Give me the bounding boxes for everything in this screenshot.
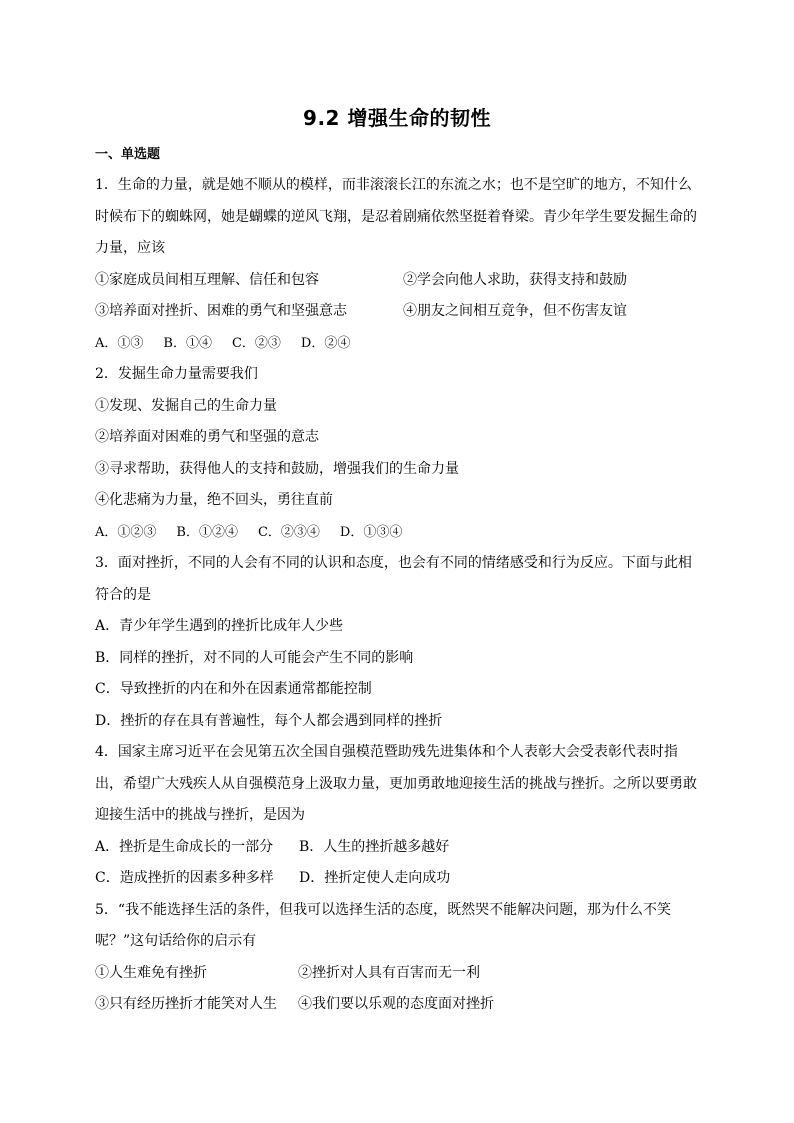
option-d: D．①③④ (339, 524, 403, 540)
option-c: C．导致挫折的内在和外在因素通常都能控制 (95, 681, 372, 697)
option-a: A．青少年学生遇到的挫折比成年人少些 (95, 618, 344, 634)
question-stem: 2．发掘生命力量需要我们 (95, 366, 258, 382)
question-4 (95, 737, 705, 895)
option-row (95, 863, 705, 895)
question-stem: 3．面对挫折，不同的人会有不同的认识和态度，也会有不同的情绪感受和行为反应。下面与此相符合的是 (95, 555, 692, 603)
statement: ①发现、发掘自己的生命力量 (95, 397, 277, 414)
statement-row (95, 958, 705, 990)
statement: ④我们要以乐观的态度面对挫折 (298, 996, 494, 1012)
question-5 (95, 895, 705, 1021)
option-a: A．①②③ (95, 524, 157, 540)
statement-row (95, 989, 705, 1021)
option-b: B．人生的挫折越多越好 (299, 838, 450, 855)
statement: ③只有经历挫折才能笑对人生 (95, 996, 277, 1012)
statement: ②挫折对人具有百害而无一利 (298, 964, 480, 981)
option-d: D．②④ (300, 335, 351, 351)
question-2 (95, 359, 705, 548)
statement: ④朋友之间相互竞争，但不伤害友谊 (403, 303, 627, 319)
option-row (95, 832, 705, 864)
page-title: 9.2 增强生命的韧性 (303, 106, 491, 130)
statement: ③培养面对挫折、困难的勇气和坚强意志 (95, 303, 347, 319)
option-d: D．挫折的存在具有普遍性，每个人都会遇到同样的挫折 (95, 712, 443, 729)
option-c: C．②③④ (257, 524, 320, 540)
option-c: C．②③ (231, 335, 281, 351)
section-heading: 一、单选题 (95, 147, 161, 162)
statement: ①家庭成员间相互理解、信任和包容 (95, 271, 319, 288)
statement: ②学会向他人求助，获得支持和鼓励 (403, 271, 627, 288)
option-d: D．挫折定使人走向成功 (299, 870, 451, 886)
statement: ①人生难免有挫折 (95, 964, 207, 981)
question-stem: 1．生命的力量，就是她不顺从的模样，而非滚滚长江的东流之水；也不是空旷的地方，不知什么时候布下的蜘蛛网，她是蝴蝶的逆风飞翔，是忍着剧痛依然坚挺着脊梁。青少年学生要发掘生命的力量，应该 (95, 177, 697, 256)
answer-options (95, 517, 705, 549)
question-3 (95, 548, 705, 737)
question-list (95, 170, 705, 1021)
statement-row (95, 265, 705, 297)
answer-options (95, 328, 705, 360)
option-c: C．造成挫折的因素多种多样 (95, 870, 274, 886)
statement: ③寻求帮助，获得他人的支持和鼓励，增强我们的生命力量 (95, 460, 459, 477)
question-1 (95, 170, 705, 359)
option-a: A．挫折是生命成长的一部分 (95, 838, 274, 855)
question-stem: 4．国家主席习近平在会见第五次全国自强模范暨助残先进集体和个人表彰大会受表彰代表时指出，希望广大残疾人从自强模范身上汲取力量，更加勇敢地迎接生活的挑战与挫折。之所以要勇敢迎接生活中的挑战与挫折，是因为 (95, 744, 697, 823)
option-a: A．①③ (95, 335, 144, 351)
statement: ④化悲痛为力量，绝不回头，勇往直前 (95, 492, 333, 508)
statement-row (95, 296, 705, 328)
option-b: B．同样的挫折，对不同的人可能会产生不同的影响 (95, 649, 414, 666)
option-b: B．①④ (163, 335, 212, 351)
option-b: B．①②④ (176, 524, 238, 540)
statement: ②培养面对困难的勇气和坚强的意志 (95, 429, 319, 445)
question-stem: 5．“我不能选择生活的条件，但我可以选择生活的态度，既然哭不能解决问题，那为什么不笑呢？”这句话给你的启示有 (95, 901, 672, 949)
